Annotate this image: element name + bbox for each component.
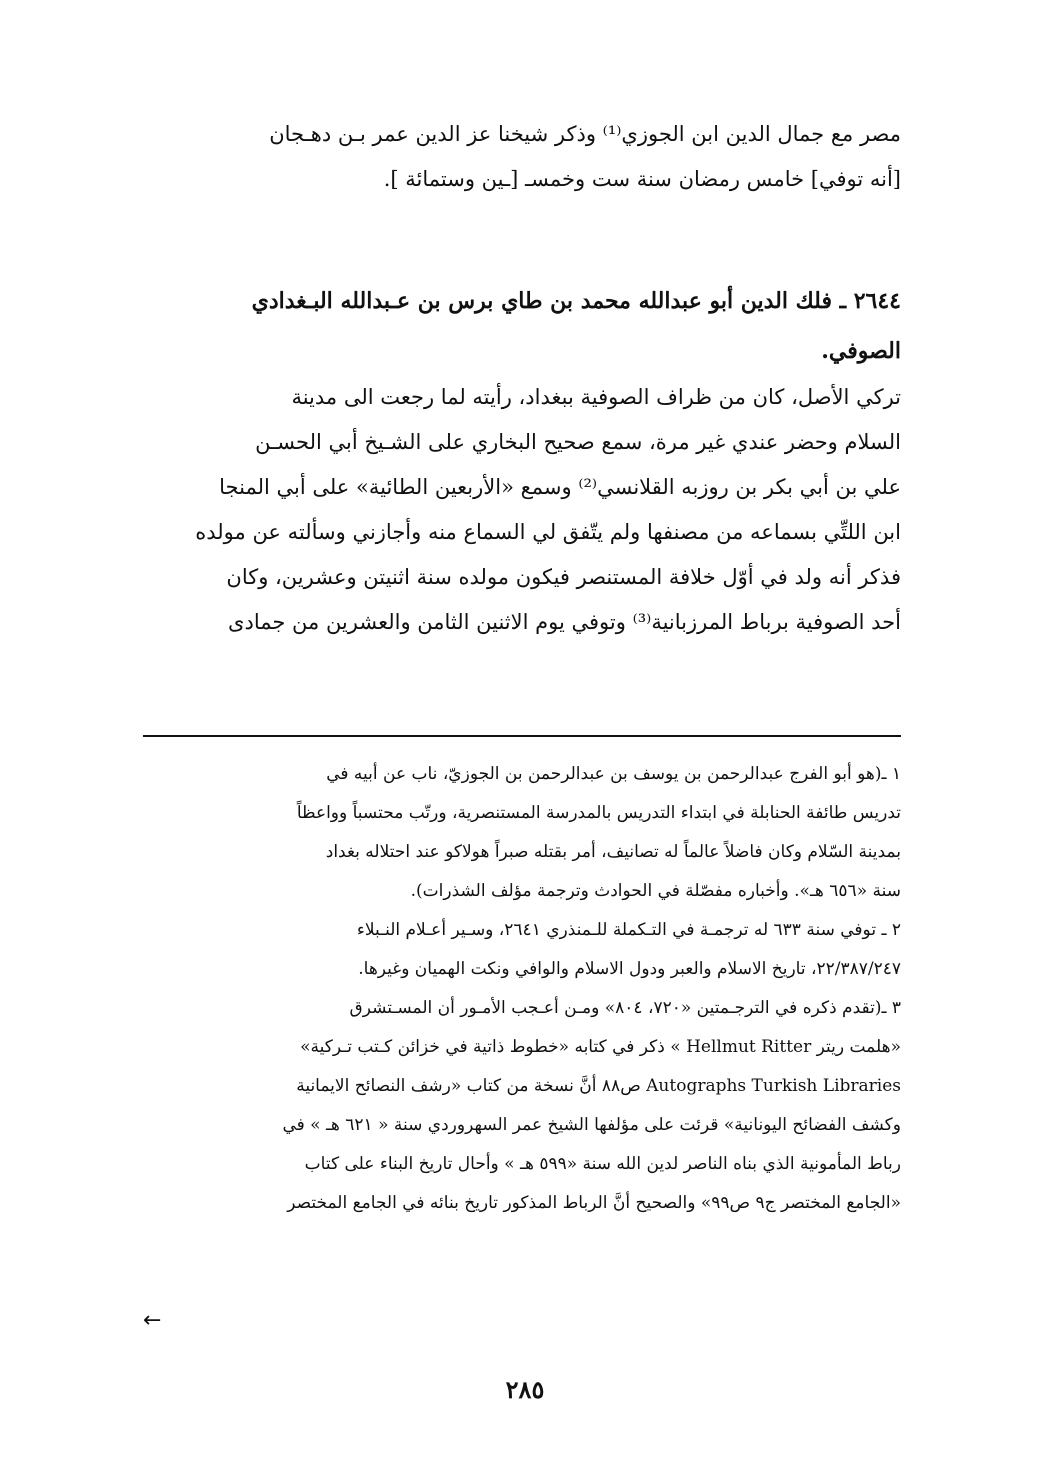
continuation-arrow-icon: ←: [143, 1308, 162, 1333]
text-line: ابن اللتِّي بسماعه من مصنفها ولم يتّفق لي السماع منه وأجازني وسألته عن مولده: [195, 520, 901, 544]
text-line: السلام وحضر عندي غير مرة، سمع صحيح البخاري على الشـيخ أبي الحسـن: [255, 430, 901, 454]
heading-line: ٢٦٤٤ ـ فلك الدين أبو عبدالله محمد بن طاي برس بن عـبدالله البـغدادي: [251, 288, 901, 314]
text-line: [أنه توفي] خامس رمضان سنة ست وخمسـ [ـين وستمائة ].: [383, 167, 901, 191]
footnote-line: ١ ـ(هو أبو الفرج عبدالرحمن بن يوسف بن عبدالرحمن بن الجوزيّ، ناب عن أبيه في: [326, 764, 901, 784]
footnote-line: تدريس طائفة الحنابلة في ابتداء التدريس بالمدرسة المستنصرية، ورتّب محتسباً وواعظاً: [296, 803, 901, 823]
footnote-line: ٢٢/٣٨٧/٢٤٧، تاريخ الاسلام والعبر ودول الاسلام والوافي ونكت الهميان وغيرها.: [358, 959, 901, 979]
footnote-line: ٢ ـ توفي سنة ٦٣٣ له ترجمـة في التـكملة للـمنذري ٢٦٤١، وسـير أعـلام النـبلاء: [356, 920, 901, 940]
continuation-paragraph: [143, 112, 901, 202]
entry-body: [143, 375, 901, 645]
text-line: تركي الأصل، كان من ظراف الصوفية ببغداد، رأيته لما رجعت الى مدينة: [291, 385, 901, 409]
text-line: علي بن أبي بكر بن روزبه القلانسي⁽²⁾ وسمع «الأربعين الطائية» على أبي المنجا: [219, 475, 901, 499]
footnote-line: «هلمت ريتر Hellmut Ritter » ذكر في كتابه «خطوط ذاتية في خزائن كـتب تـركية»: [300, 1037, 901, 1057]
heading-line: الصوفي.: [821, 338, 901, 364]
footnote-line: رباط المأمونية الذي بناه الناصر لدين الله سنة «٥٩٩ هـ » وأحال تاريخ البناء على كتاب: [304, 1154, 901, 1174]
footnote-line: «الجامع المختصر ج٩ ص٩٩» والصحيح أنَّ الرباط المذكور تاريخ بنائه في الجامع المختصر: [287, 1193, 901, 1213]
footnote-line: ٣ ـ(تقدم ذكره في الترجـمتين «٧٢٠، ٨٠٤» ومـن أعـجب الأمـور أن المسـتشرق: [349, 998, 901, 1018]
footnote-line: بمدينة السّلام وكان فاضلاً عالماً له تصانيف، أمر بقتله صبراً هولاكو عند احتلاله بغداد: [325, 842, 901, 862]
entry-heading: [143, 276, 901, 376]
footnotes: [143, 755, 901, 1223]
footnote-line: سنة «٦٥٦ هـ». وأخباره مفصّلة في الحوادث وترجمة مؤلف الشذرات).: [410, 881, 901, 901]
text-line: مصر مع جمال الدين ابن الجوزي⁽¹⁾ وذكر شيخنا عز الدين عمر بـن دهـجان: [269, 122, 901, 146]
text-line: فذكر أنه ولد في أوّل خلافة المستنصر فيكون مولده سنة اثنيتن وعشرين، وكان: [226, 565, 901, 589]
page-number: ٢٨٥: [505, 1375, 545, 1404]
text-line: أحد الصوفية برباط المرزبانية⁽³⁾ وتوفي يوم الاثنين الثامن والعشرين من جمادى: [228, 610, 901, 634]
footnote-line: Autographs Turkish Libraries ص٨٨ أنَّ نسخة من كتاب «رشف النصائح الايمانية: [296, 1076, 901, 1096]
footnote-separator: [143, 735, 901, 737]
footnote-line: وكشف الفضائح اليونانية» قرئت على مؤلفها الشيخ عمر السهروردي سنة « ٦٢١ هـ » في: [282, 1115, 901, 1135]
